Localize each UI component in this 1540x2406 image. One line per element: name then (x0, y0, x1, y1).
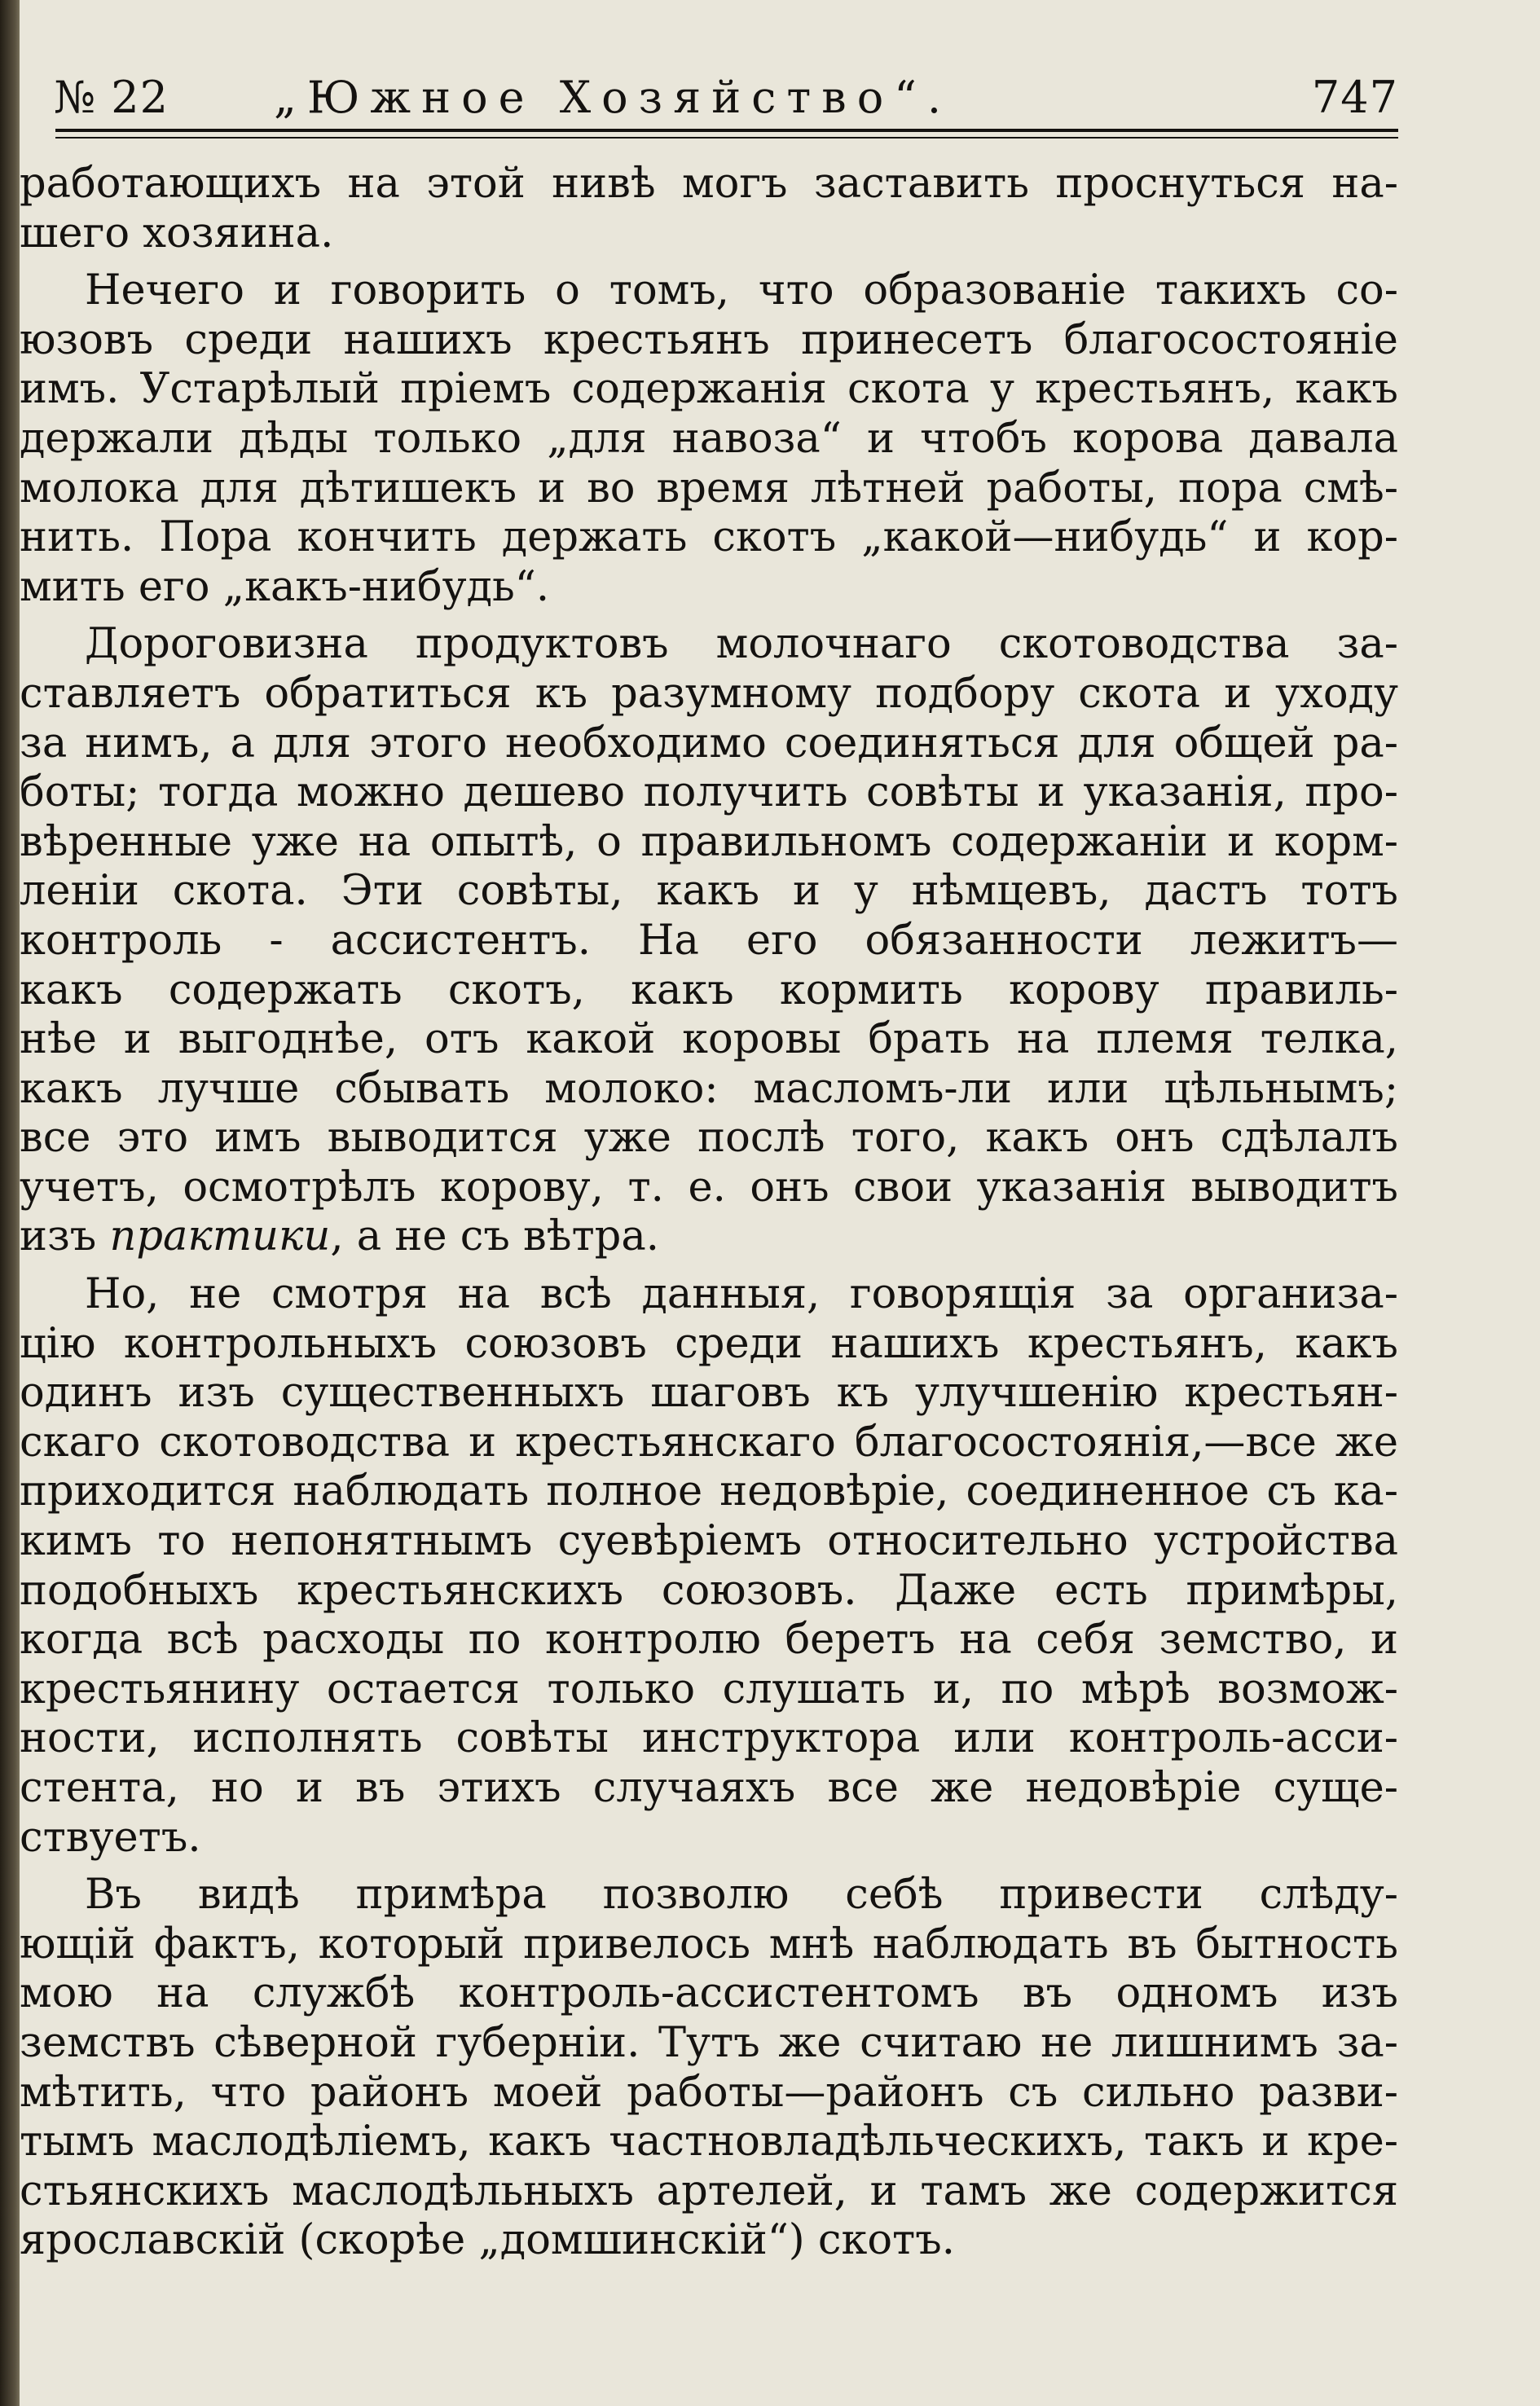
text-line: тымъ маслодѣліемъ, какъ частновладѣльческихъ, такъ и кре- (20, 2118, 1398, 2166)
text-line: контроль - ассистентъ. На его обязанности лежитъ— (20, 916, 1398, 965)
paragraph (20, 160, 1398, 258)
text-line: все это имъ выводится уже послѣ того, какъ онъ сдѣлалъ (20, 1114, 1398, 1163)
text-line: имъ. Устарѣлый пріемъ содержанія скота у крестьянъ, какъ (20, 365, 1398, 414)
text-line: приходится наблюдать полное недовѣріе, соединенное съ ка- (20, 1467, 1398, 1516)
journal-title: „Южное Хозяйство“. (274, 72, 952, 123)
text-line: мѣтить, что районъ моей работы—районъ съ сильно разви- (20, 2068, 1398, 2117)
text-line: стьянскихъ маслодѣльныхъ артелей, и тамъ же содержится (20, 2166, 1398, 2215)
running-header (54, 65, 1398, 130)
text-line: когда всѣ расходы по контролю беретъ на себя земство, и (20, 1616, 1398, 1665)
text-line: подобныхъ крестьянскихъ союзовъ. Даже есть примѣры, (20, 1566, 1398, 1615)
text-line: юзовъ среди нашихъ крестьянъ принесетъ благосостояніе (20, 315, 1398, 364)
text-line: мить его „какъ-нибудь“. (20, 562, 550, 611)
text-line: Нечего и говорить о томъ, что образованіе такихъ со- (85, 266, 1398, 315)
page-number: 747 (1311, 72, 1398, 123)
text-line: молока для дѣтишекъ и во время лѣтней работы, пора смѣ- (20, 464, 1398, 512)
text-line: нить. Пора кончить держать скотъ „какой—нибудь“ и кор- (20, 513, 1398, 562)
book-page (20, 0, 1540, 2406)
paragraph (20, 1270, 1398, 1863)
text-line: одинъ изъ существенныхъ шаговъ къ улучшенію крестьян- (20, 1369, 1398, 1418)
text-line: какъ лучше сбывать молоко: масломъ-ли или цѣльнымъ; (20, 1064, 1398, 1113)
text-line: шего хозяина. (20, 209, 334, 257)
issue-number: № 22 (54, 72, 169, 123)
text-line: держали дѣды только „для навоза“ и чтобъ корова давала (20, 414, 1398, 463)
header-rule (55, 129, 1398, 132)
text-line: нѣе и выгоднѣе, отъ какой коровы брать на племя телка, (20, 1015, 1398, 1064)
header-rule-thin (55, 137, 1398, 139)
text-line: ставляетъ обратиться къ разумному подбору скота и уходу (20, 669, 1398, 718)
text-line: скаго скотоводства и крестьянскаго благосостоянія,—все же (20, 1418, 1398, 1467)
text-line: мою на службѣ контроль-ассистентомъ въ одномъ изъ (20, 1969, 1398, 2018)
text-line: ствуетъ. (20, 1813, 201, 1862)
text-line: Но, не смотря на всѣ данныя, говорящія за организа- (85, 1270, 1398, 1319)
text-line: боты; тогда можно дешево получить совѣты и указанія, про- (20, 768, 1398, 817)
paragraph (20, 266, 1398, 612)
text-line: за нимъ, а для этого необходимо соединяться для общей ра- (20, 719, 1398, 768)
text-run: , а не съ вѣтра. (330, 1212, 659, 1261)
text-line-with-emphasis (20, 1212, 1398, 1262)
text-line: Дороговизна продуктовъ молочнаго скотоводства за- (85, 620, 1398, 669)
text-line: ярославскій (скорѣе „домшинскій“) скотъ. (20, 2216, 955, 2265)
emphasized-word: практики (109, 1212, 331, 1261)
text-line: леніи скота. Эти совѣты, какъ и у нѣмцевъ, дастъ тотъ (20, 867, 1398, 916)
text-line: вѣренные уже на опытѣ, о правильномъ содержаніи и корм- (20, 817, 1398, 866)
paragraph (20, 620, 1398, 1262)
text-line: стента, но и въ этихъ случаяхъ все же недовѣріе суще- (20, 1764, 1398, 1812)
text-line: ности, исполнять совѣты инструктора или контроль-асси- (20, 1714, 1398, 1763)
text-line: учетъ, осмотрѣлъ корову, т. е. онъ свои указанія выводитъ (20, 1163, 1398, 1212)
text-run: изъ (20, 1212, 110, 1261)
article-body (20, 160, 1398, 2266)
text-line: какъ содержать скотъ, какъ кормить корову правиль- (20, 965, 1398, 1014)
text-line: земствъ сѣверной губерніи. Тутъ же считаю не лишнимъ за- (20, 2018, 1398, 2067)
text-line: цію контрольныхъ союзовъ среди нашихъ крестьянъ, какъ (20, 1319, 1398, 1368)
text-line: кимъ то непонятнымъ суевѣріемъ относительно устройства (20, 1517, 1398, 1566)
text-line: крестьянину остается только слушать и, по мѣрѣ возмож- (20, 1665, 1398, 1713)
text-line: ющій фактъ, который привелось мнѣ наблюдать въ бытность (20, 1920, 1398, 1968)
text-line: Въ видѣ примѣра позволю себѣ привести слѣду- (85, 1871, 1398, 1920)
paragraph (20, 1871, 1398, 2266)
text-line: работающихъ на этой нивѣ могъ заставить проснуться на- (20, 160, 1398, 208)
